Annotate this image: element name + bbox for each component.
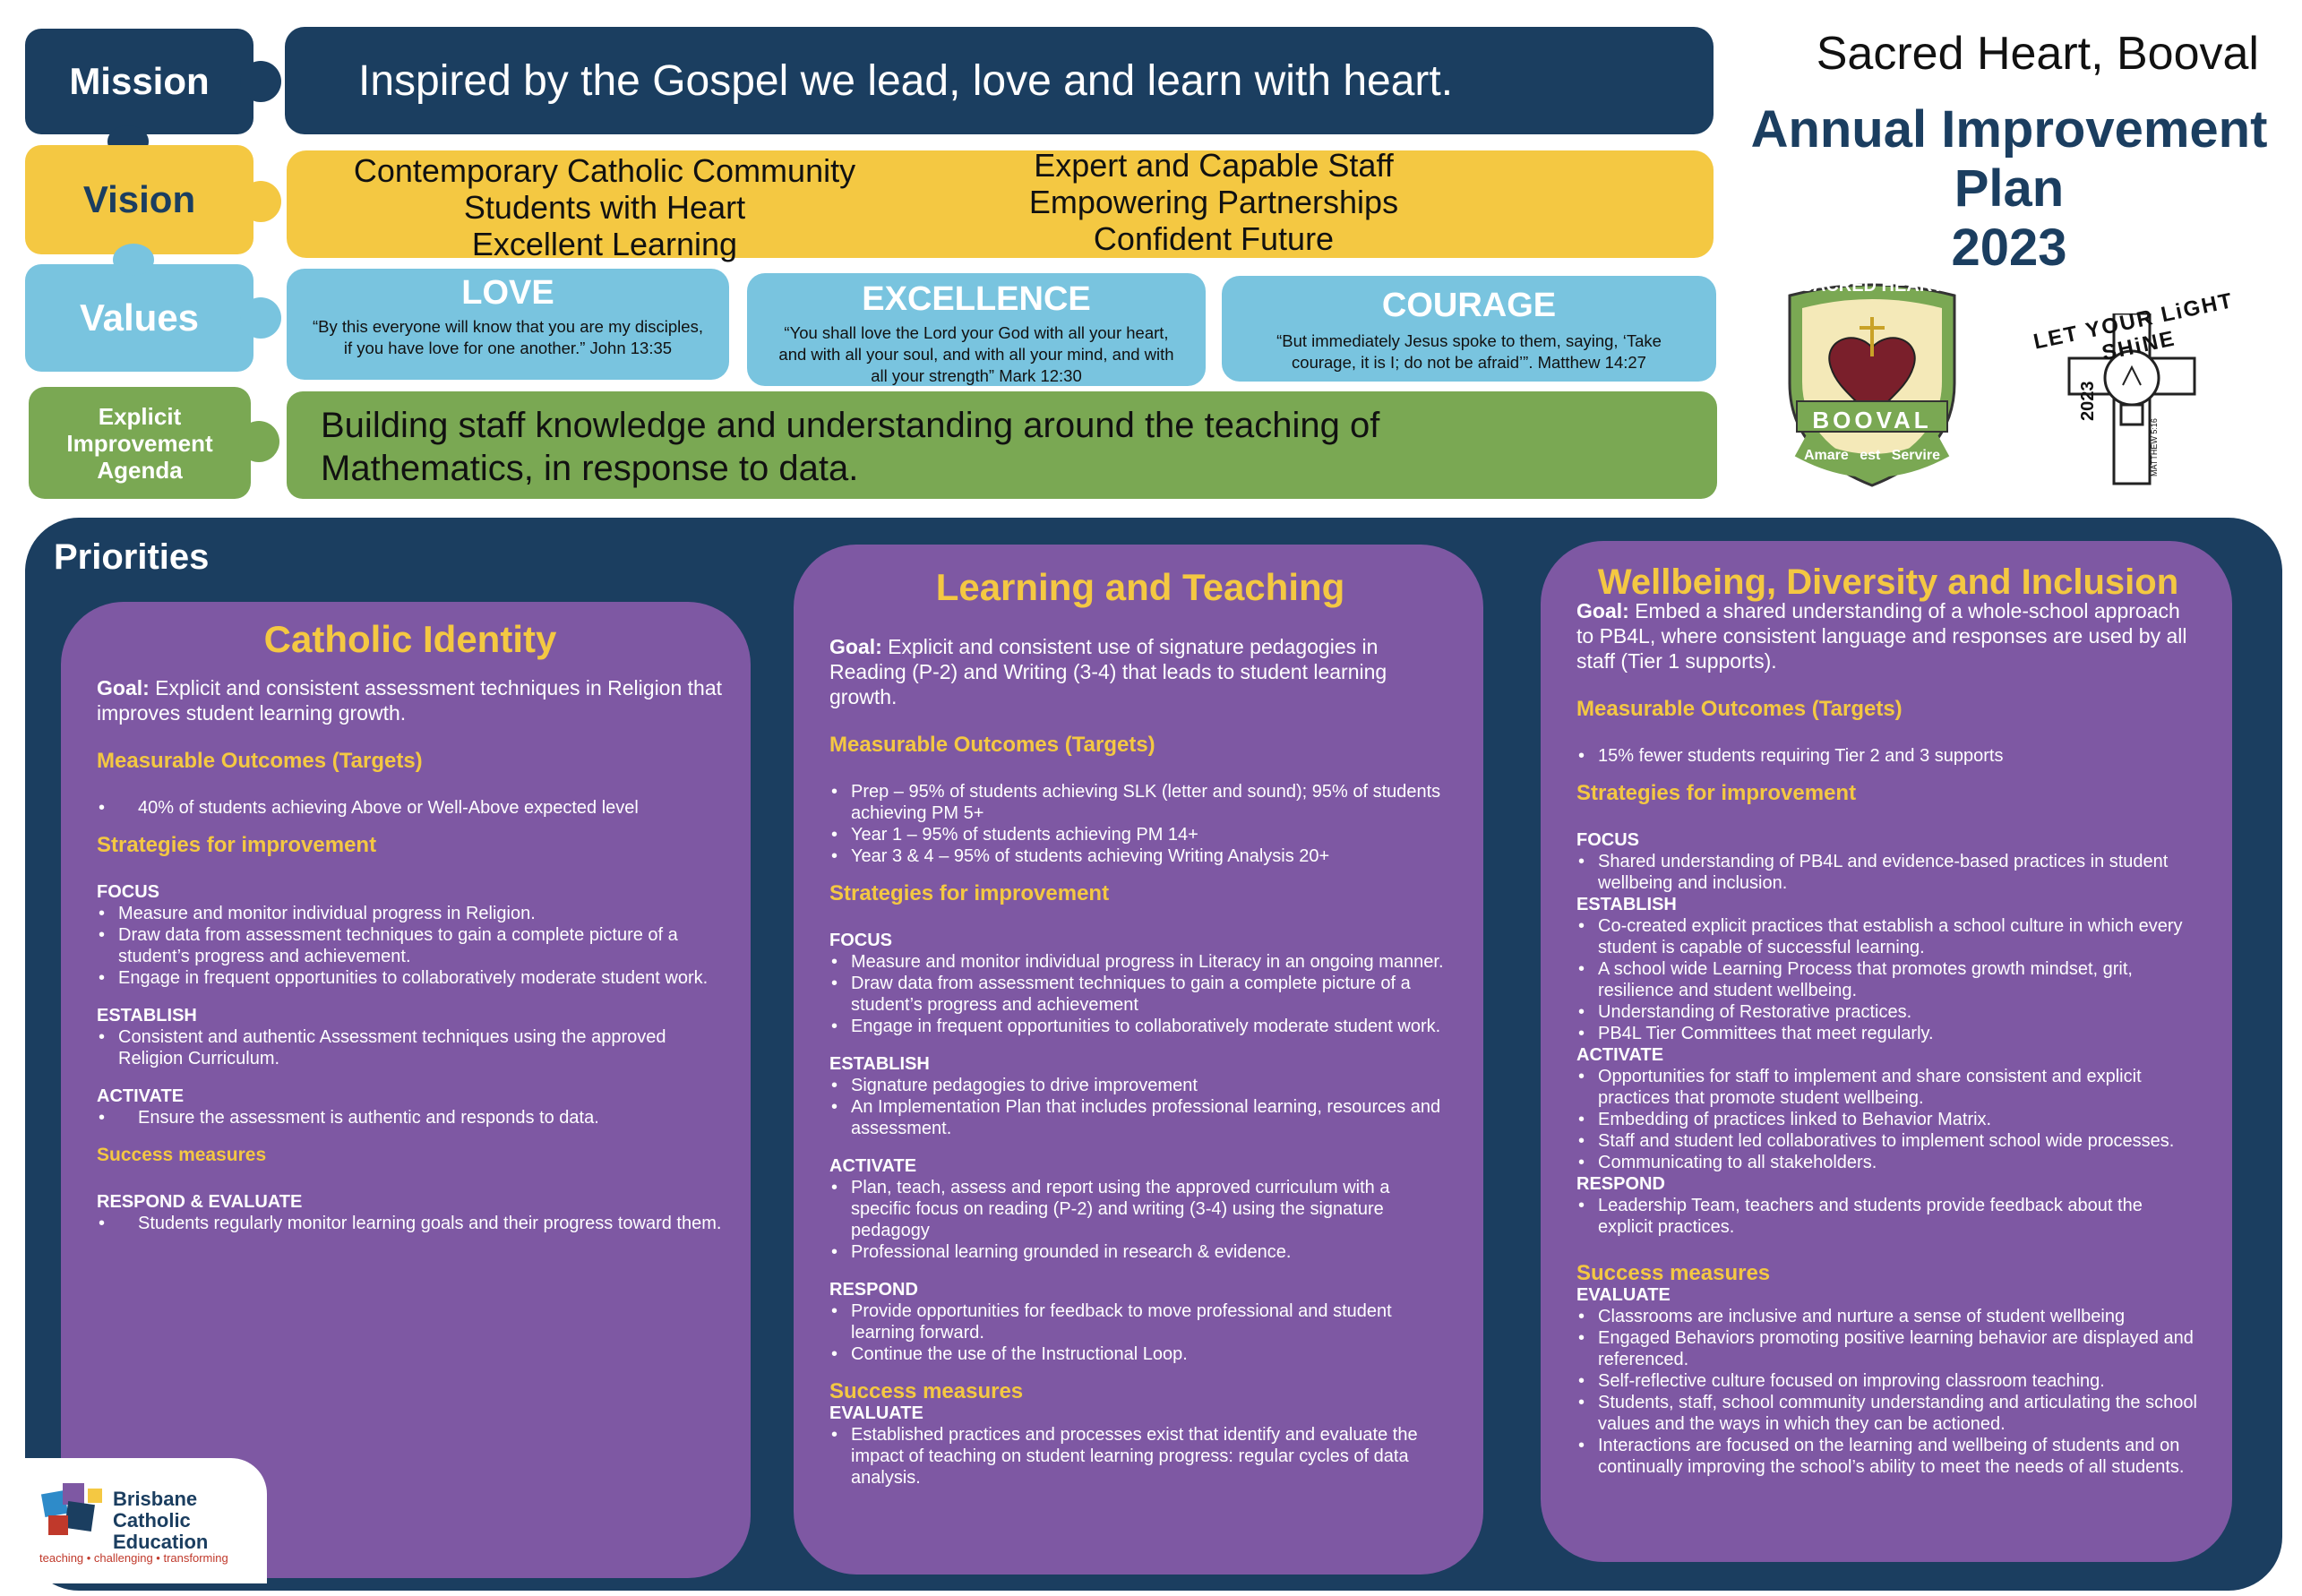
list-item: • Signature pedagogies to drive improvement: [829, 1075, 1451, 1096]
eia-statement: Building staff knowledge and understanding around the teaching of Mathematics, in response to data.: [287, 391, 1717, 499]
evaluate-heading: EVALUATE: [1576, 1285, 1671, 1305]
list-item: • Year 1 – 95% of students achieving PM 14+: [829, 824, 1451, 845]
list-item: • Draw data from assessment techniques to gain a complete picture of a student’s progress and achievement: [829, 973, 1451, 1016]
crest-motto: Amare est Servire: [1804, 448, 1940, 463]
list-item: • Measure and monitor individual progress in Literacy in an ongoing manner.: [829, 951, 1451, 973]
card-title: Catholic Identity: [263, 618, 557, 660]
vision-item: Expert and Capable Staff: [1034, 147, 1394, 184]
list-item: • Understanding of Restorative practices.: [1576, 1001, 2200, 1023]
vision-item: Empowering Partnerships: [1028, 184, 1399, 220]
value-quote: “But immediately Jesus spoke to them, saying, ‘Take courage, it is I; do not be afraid’”. Matthew 14:27: [1276, 331, 1662, 372]
theme-reference: MATTHEW 5:16: [2150, 418, 2159, 476]
activate-heading: ACTIVATE: [1576, 1045, 1664, 1065]
respond-heading: RESPOND: [829, 1280, 918, 1300]
strategies-heading: Strategies for improvement: [1576, 781, 1857, 805]
success-measures-heading: Success measures: [829, 1379, 1024, 1403]
strategies-heading: Strategies for improvement: [97, 833, 377, 857]
list-item: • 40% of students achieving Above or Well-Above expected level: [97, 797, 724, 819]
vision-item: Contemporary Catholic Community: [353, 152, 856, 189]
list-item: • Prep – 95% of students achieving SLK (letter and sound); 95% of students achieving PM 5+: [829, 781, 1451, 824]
measurable-outcomes-heading: Measurable Outcomes (Targets): [1576, 697, 1903, 721]
theme-text: LET YOUR LiGHT SHiNE: [2031, 287, 2237, 366]
goal: Goal: Explicit and consistent use of signature pedagogies in Reading (P-2) and Writing (3-4) that leads to student learning growth.: [829, 635, 1387, 708]
crest-top-text: SACRED HEART: [1800, 276, 1944, 296]
list-item: • Classrooms are inclusive and nurture a sense of student wellbeing: [1576, 1306, 2200, 1327]
school-name: Sacred Heart, Booval: [1816, 28, 2259, 80]
value-excellence: [747, 273, 1206, 386]
establish-heading: ESTABLISH: [829, 1054, 930, 1074]
value-quote: “By this everyone will know that you are my disciples, if you have love for one another.” John 13:35: [313, 317, 703, 357]
mission-statement: Inspired by the Gospel we lead, love and learn with heart.: [285, 27, 1714, 134]
measurable-outcomes-heading: Measurable Outcomes (Targets): [829, 733, 1155, 757]
establish-heading: ESTABLISH: [97, 1006, 197, 1025]
card-title: Wellbeing, Diversity and Inclusion: [1597, 562, 2179, 602]
list-item: • Communicating to all stakeholders.: [1576, 1152, 2200, 1173]
crest-booval-text: BOOVAL: [1812, 407, 1932, 433]
plan-title: Annual Improvement Plan 2023: [1750, 100, 2268, 277]
strategies-heading: Strategies for improvement: [829, 881, 1110, 905]
list-item: • Embedding of practices linked to Behavior Matrix.: [1576, 1109, 2200, 1130]
list-item: • Engaged Behaviors promoting positive learning behavior are displayed and referenced.: [1576, 1327, 2200, 1370]
focus-heading: FOCUS: [97, 882, 159, 902]
focus-heading: FOCUS: [829, 931, 892, 950]
vision-statements: [287, 147, 1714, 262]
value-courage: [1222, 276, 1716, 382]
list-item: • Opportunities for staff to implement and share consistent and explicit practices that promote student wellbeing.: [1576, 1066, 2200, 1109]
list-item: • Students regularly monitor learning goals and their progress toward them.: [97, 1213, 724, 1234]
list-item: • An Implementation Plan that includes professional learning, resources and assessment.: [829, 1096, 1451, 1139]
list-item: • 15% fewer students requiring Tier 2 and 3 supports: [1576, 745, 2200, 767]
mission-puzzle-knob: [240, 61, 281, 102]
list-item: • Shared understanding of PB4L and evidence-based practices in student wellbeing and inclusion.: [1576, 851, 2200, 894]
goal: Goal: Explicit and consistent assessment techniques in Religion that improves student learning growth.: [97, 676, 723, 725]
mission-tag: Mission: [25, 29, 253, 134]
card-learning-teaching: [794, 545, 1483, 1575]
list-item: • Provide opportunities for feedback to move professional and student learning forward.: [829, 1300, 1451, 1343]
eia-puzzle-knob: [238, 421, 279, 462]
vision-left-column: [322, 152, 887, 262]
list-item: • Ensure the assessment is authentic and responds to data.: [97, 1107, 724, 1128]
list-item: • Professional learning grounded in research & evidence.: [829, 1241, 1451, 1263]
list-item: • Students, staff, school community understanding and articulating the school values and the ways in which they can be actioned.: [1576, 1392, 2200, 1435]
values-tag: Values: [25, 264, 253, 372]
bce-logo-icon: [39, 1480, 109, 1544]
bce-name: Brisbane Catholic Education: [113, 1488, 209, 1553]
success-measures-heading: Success measures: [97, 1145, 267, 1165]
list-item: • PB4L Tier Committees that meet regularly.: [1576, 1023, 2200, 1044]
list-item: • Continue the use of the Instructional Loop.: [829, 1343, 1451, 1365]
goal: Goal: Embed a shared understanding of a whole-school approach to PB4L, where consistent language and responses are used by all staff (Tier 1 supports).: [1576, 599, 2187, 673]
focus-heading: FOCUS: [1576, 830, 1639, 850]
list-item: • Engage in frequent opportunities to collaboratively moderate student work.: [829, 1016, 1451, 1037]
vision-item: Confident Future: [1093, 220, 1335, 257]
vision-item: Students with Heart: [463, 189, 746, 226]
vision-right-column: [932, 147, 1496, 257]
values-puzzle-knob: [240, 297, 281, 339]
list-item: • Staff and student led collaboratives to implement school wide processes.: [1576, 1130, 2200, 1152]
vision-puzzle-knob: [240, 181, 281, 222]
list-item: • Interactions are focused on the learning and wellbeing of students and on continually improving the school’s ability to meet the needs of all students.: [1576, 1435, 2200, 1478]
card-wellbeing-diversity-inclusion: [1541, 541, 2232, 1562]
list-item: • Self-reflective culture focused on improving classroom teaching.: [1576, 1370, 2200, 1392]
activate-heading: ACTIVATE: [829, 1156, 917, 1176]
list-item: • Leadership Team, teachers and students provide feedback about the explicit practices.: [1576, 1195, 2200, 1238]
measurable-outcomes-heading: Measurable Outcomes (Targets): [97, 749, 423, 773]
theme-year: 2023: [2078, 381, 2098, 421]
value-love: [287, 269, 729, 380]
list-item: • Year 3 & 4 – 95% of students achieving Writing Analysis 20+: [829, 845, 1451, 867]
list-item: • Co-created explicit practices that establish a school culture in which every student is capable of successful learning.: [1576, 915, 2200, 958]
vision-tag: Vision: [25, 145, 253, 254]
bce-tagline: teaching • challenging • transforming: [39, 1551, 228, 1565]
list-item: • Consistent and authentic Assessment techniques using the approved Religion Curriculum.: [97, 1026, 724, 1069]
list-item: • A school wide Learning Process that promotes growth mindset, grit, resilience and student wellbeing.: [1576, 958, 2200, 1001]
eia-tag: Explicit Improvement Agenda: [29, 387, 251, 499]
card-title: Learning and Teaching: [935, 566, 1345, 608]
value-title: COURAGE: [1381, 287, 1557, 324]
list-item: • Measure and monitor individual progress in Religion.: [97, 903, 724, 924]
success-measures-heading: Success measures: [1576, 1261, 1771, 1285]
evaluate-heading: EVALUATE: [829, 1403, 923, 1423]
vision-item: Excellent Learning: [471, 226, 738, 262]
value-title: LOVE: [461, 274, 554, 312]
establish-heading: ESTABLISH: [1576, 895, 1677, 914]
respond-evaluate-heading: RESPOND & EVALUATE: [97, 1192, 303, 1212]
activate-heading: ACTIVATE: [97, 1086, 185, 1106]
priorities-heading: Priorities: [54, 537, 210, 577]
list-item: • Engage in frequent opportunities to collaboratively moderate student work.: [97, 967, 724, 989]
list-item: • Established practices and processes exist that identify and evaluate the impact of teaching on student learning progress: regular cycles of data analysis.: [829, 1424, 1451, 1489]
list-item: • Plan, teach, assess and report using the approved curriculum with a specific focus on reading (P-2) and writing (3-4) using the signature pedagogy: [829, 1177, 1451, 1241]
value-title: EXCELLENCE: [862, 280, 1091, 318]
respond-heading: RESPOND: [1576, 1174, 1665, 1194]
values-puzzle-knob-top: [113, 244, 154, 276]
list-item: • Draw data from assessment techniques to gain a complete picture of a student’s progress and achievement.: [97, 924, 724, 967]
card-catholic-identity: [61, 602, 751, 1578]
value-quote: “You shall love the Lord your God with all your heart, and with all your soul, and with all your mind, and with all your strength” Mark 12:30: [778, 323, 1174, 385]
